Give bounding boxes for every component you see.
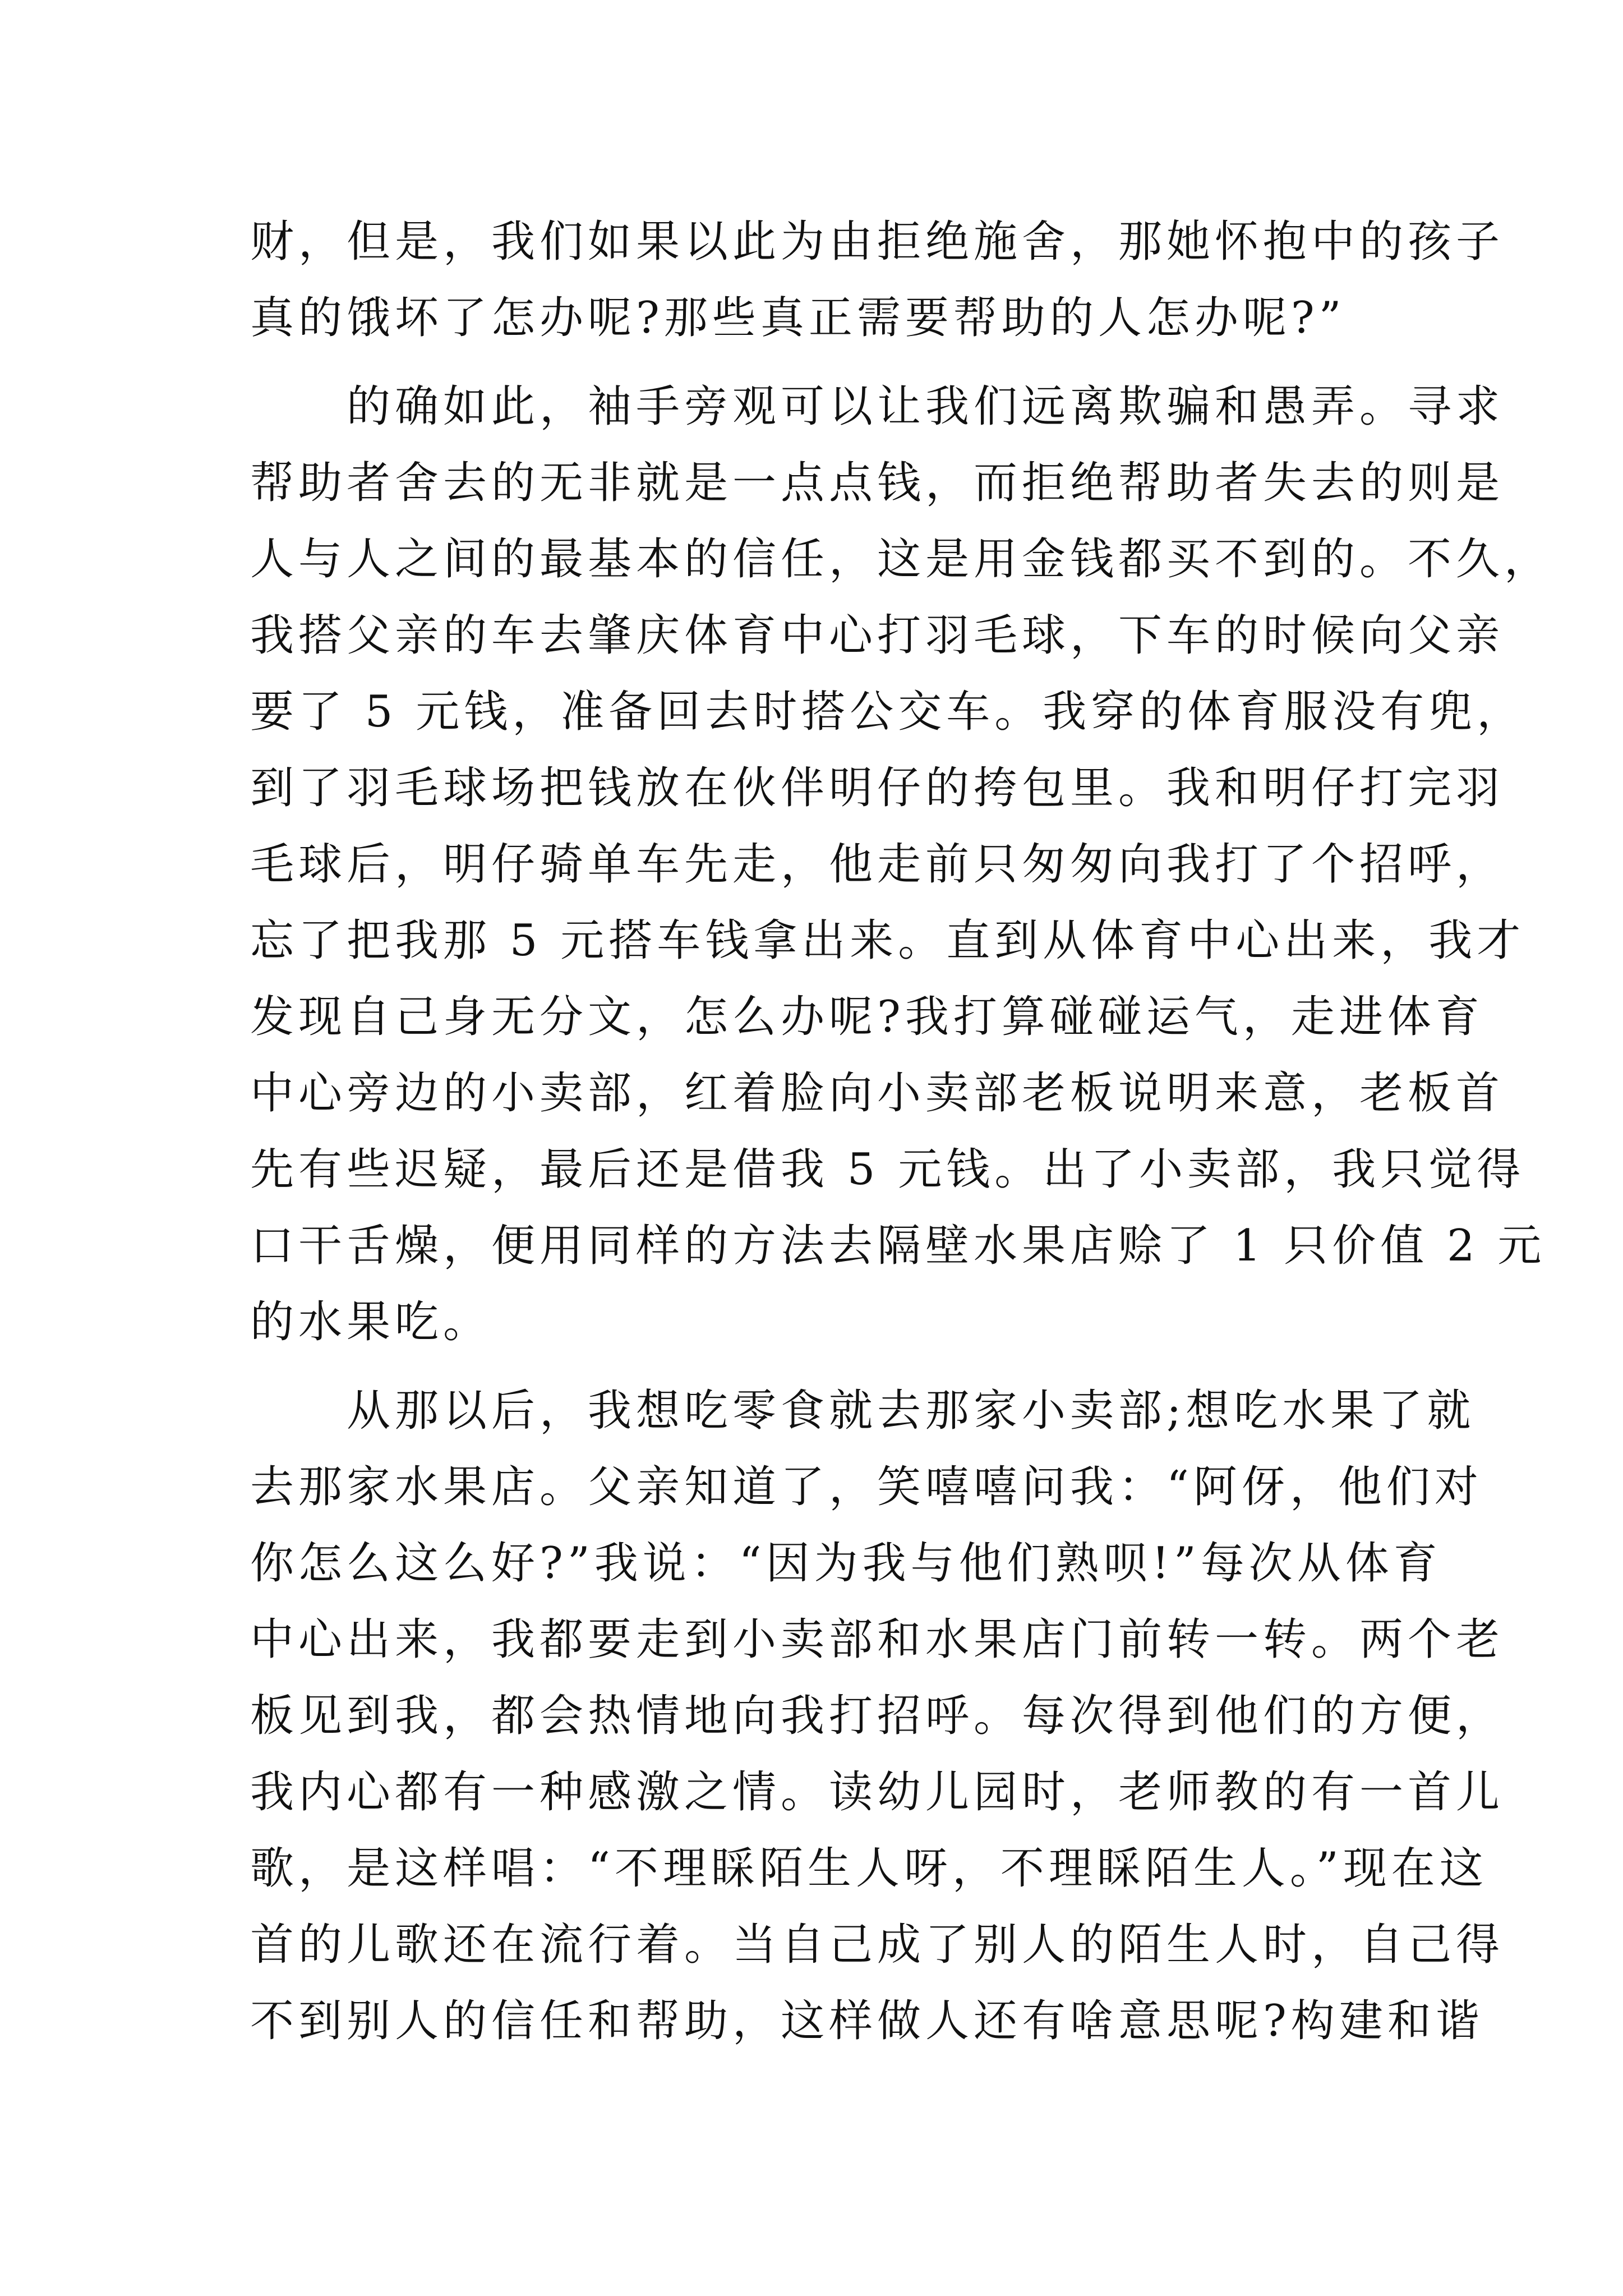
text-line: 真的饿坏了怎办呢?那些真正需要帮助的人怎办呢?” bbox=[250, 293, 1346, 343]
paragraph-gap bbox=[250, 356, 1377, 369]
text-line: 到了羽毛球场把钱放在伙伴明仔的挎包里。我和明仔打完羽 bbox=[250, 763, 1505, 813]
text-line: 去那家水果店。父亲知道了，笑嘻嘻问我：“阿伢，他们对 bbox=[250, 1462, 1483, 1512]
text-line: 要了 5 元钱，准备回去时搭公交车。我穿的体育服没有兜， bbox=[250, 687, 1525, 737]
text-line: 的水果吃。 bbox=[250, 1297, 492, 1347]
text-line: 先有些迟疑，最后还是借我 5 元钱。出了小卖部，我只觉得 bbox=[250, 1144, 1525, 1195]
text-line: 口干舌燥，便用同样的方法去隔壁水果店赊了 1 只价值 2 元 bbox=[250, 1221, 1546, 1271]
paragraph-3 bbox=[250, 1373, 1505, 2059]
text-line: 中心出来，我都要走到小卖部和水果店门前转一转。两个老 bbox=[250, 1614, 1505, 1665]
text-line: 财，但是，我们如果以此为由拒绝施舍，那她怀抱中的孩子 bbox=[250, 217, 1505, 267]
text-line: 人与人之间的最基本的信任，这是用金钱都买不到的。不久， bbox=[250, 534, 1553, 585]
document-body bbox=[250, 204, 1553, 2059]
text-line: 的确如此，袖手旁观可以让我们远离欺骗和愚弄。寻求 bbox=[250, 381, 1505, 432]
text-line: 从那以后，我想吃零食就去那家小卖部;想吃水果了就 bbox=[250, 1386, 1476, 1436]
paragraph-2 bbox=[250, 369, 1553, 1360]
text-line: 我搭父亲的车去肇庆体育中心打羽毛球，下车的时候向父亲 bbox=[250, 610, 1505, 661]
text-line: 歌，是这样唱：“不理睬陌生人呀，不理睬陌生人。”现在这 bbox=[250, 1843, 1488, 1894]
paragraph-gap bbox=[250, 1360, 1377, 1373]
text-line: 毛球后，明仔骑单车先走，他走前只匆匆向我打了个招呼， bbox=[250, 839, 1505, 890]
text-line: 发现自己身无分文，怎么办呢?我打算碰碰运气，走进体育 bbox=[250, 992, 1484, 1042]
text-line: 不到别人的信任和帮助，这样做人还有啥意思呢?构建和谐 bbox=[250, 1996, 1484, 2046]
paragraph-1 bbox=[250, 204, 1505, 356]
text-line: 板见到我，都会热情地向我打招呼。每次得到他们的方便， bbox=[250, 1691, 1505, 1741]
text-line: 忘了把我那 5 元搭车钱拿出来。直到从体育中心出来，我才 bbox=[250, 915, 1525, 966]
text-line: 首的儿歌还在流行着。当自己成了别人的陌生人时，自己得 bbox=[250, 1920, 1505, 1970]
text-line: 中心旁边的小卖部，红着脸向小卖部老板说明来意，老板首 bbox=[250, 1068, 1505, 1119]
text-line: 你怎么这么好?”我说：“因为我与他们熟呗!”每次从体育 bbox=[250, 1538, 1442, 1589]
text-line: 我内心都有一种感激之情。读幼儿园时，老师教的有一首儿 bbox=[250, 1767, 1505, 1818]
text-line: 帮助者舍去的无非就是一点点钱，而拒绝帮助者失去的则是 bbox=[250, 458, 1505, 508]
